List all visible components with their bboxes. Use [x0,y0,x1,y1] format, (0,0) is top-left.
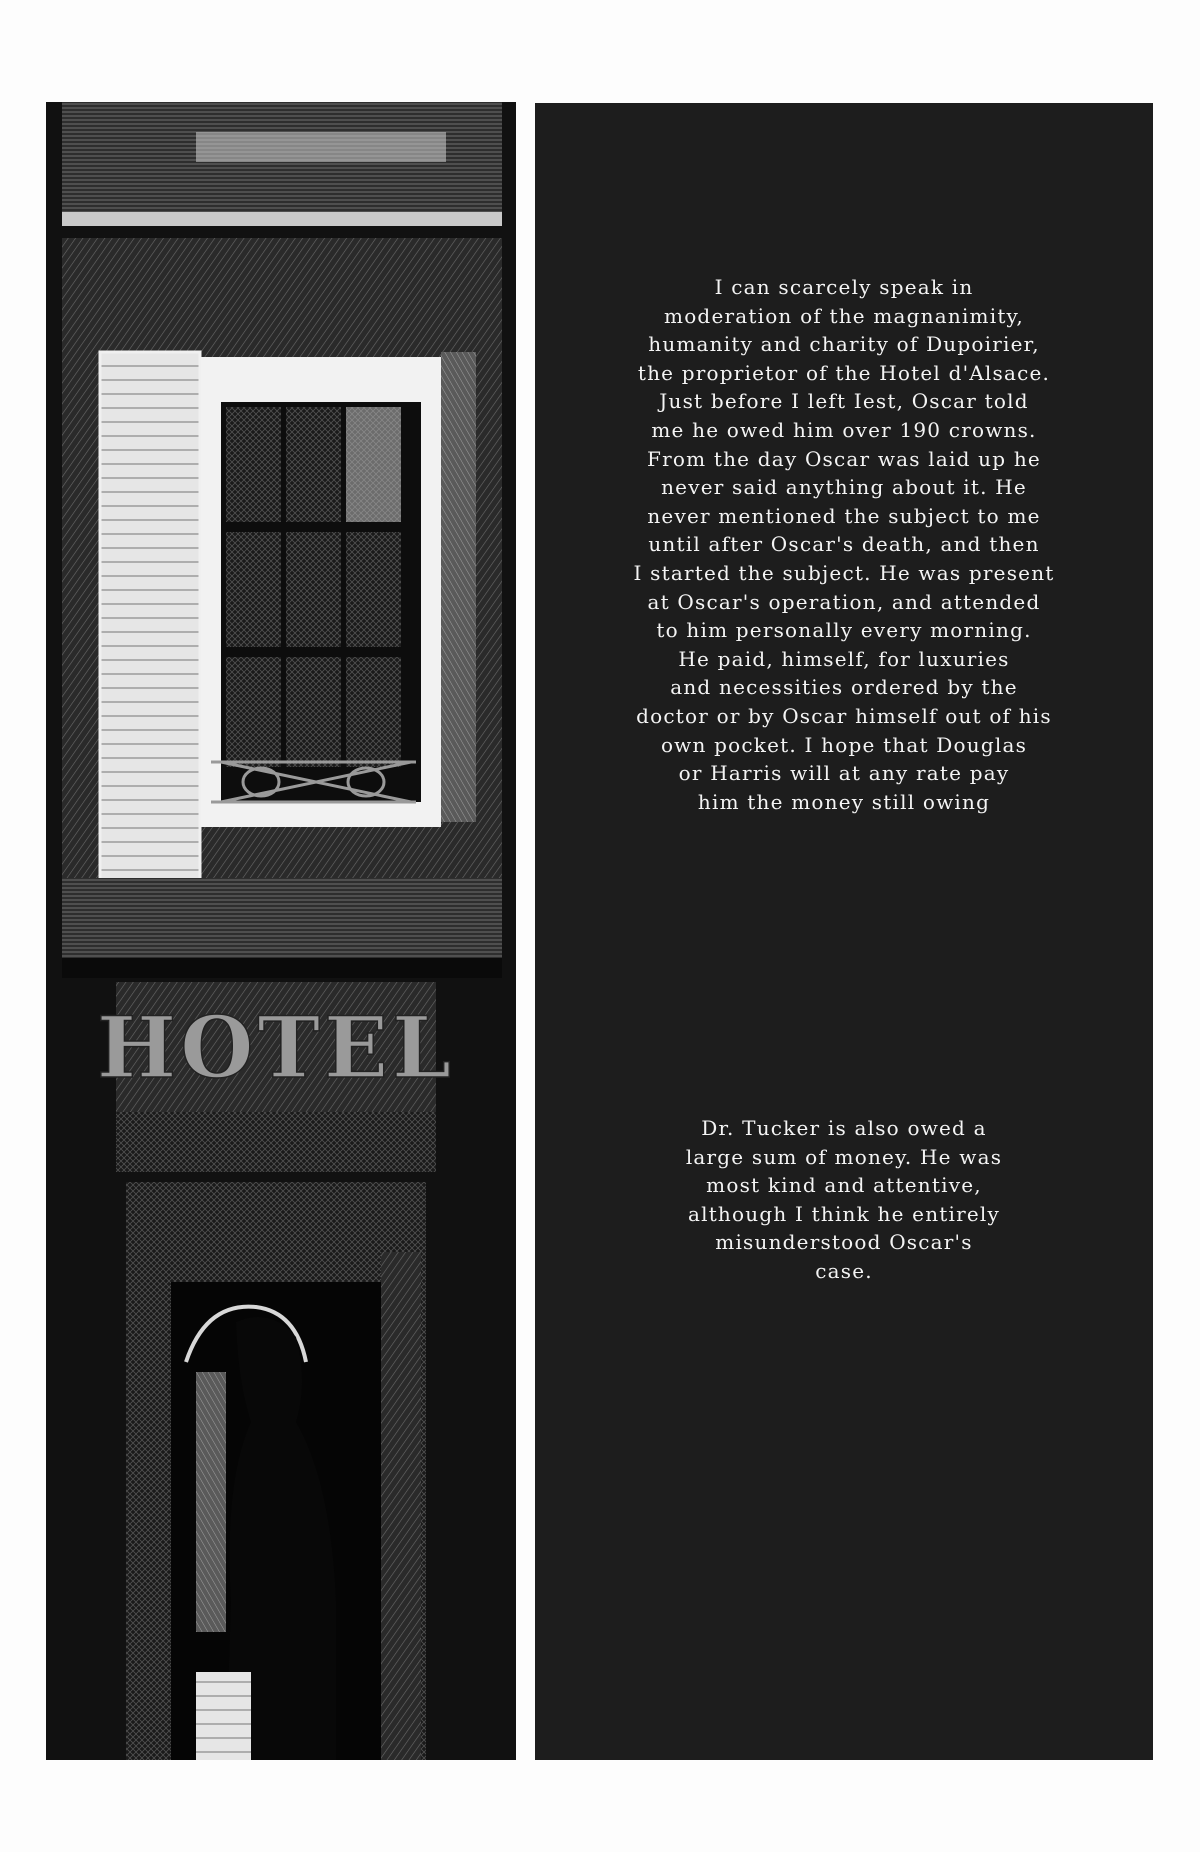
right-shutter [441,352,476,822]
illustration-panel [46,102,516,1760]
caption-dupoirier: I can scarcely speak in moderation of the magnanimity, humanity and charity of Dupoirier, the proprietor of the Hotel d'Alsace. Just before I left Iest, Oscar told me he owed him over 190 crowns. From the day Oscar was laid up he never said anything about it. He never mentioned the subject to me until after Oscar's death, and then I started the subject. He was present at Oscar's operation, and attended to him personally every morning. He paid, himself, for luxuries and necessities ordered by the doctor or by Oscar himself out of his own pocket. I hope that Douglas or Harris will at any rate pay him the money still owing [633,275,1055,814]
hotel-sign-text: HOTEL [96,998,456,1097]
door-glass-left [196,1372,226,1632]
left-shutter [100,352,200,912]
window-glint [346,407,401,522]
ledge [62,212,502,226]
door-jamb-right [381,1252,421,1760]
doorstep-light [196,1672,251,1760]
cornice-shadow [62,958,502,978]
lower-cornice [62,878,502,958]
hotel-facade-illustration [46,102,516,1760]
ledge-shadow [62,226,502,238]
text-panel [535,103,1153,1760]
cornice-highlight [196,132,446,162]
caption-dr-tucker: Dr. Tucker is also owed a large sum of money. He was most kind and attentive, although I think he entirely misunderstood Oscar's case. [685,1116,1003,1283]
sign-underside [116,1112,436,1172]
